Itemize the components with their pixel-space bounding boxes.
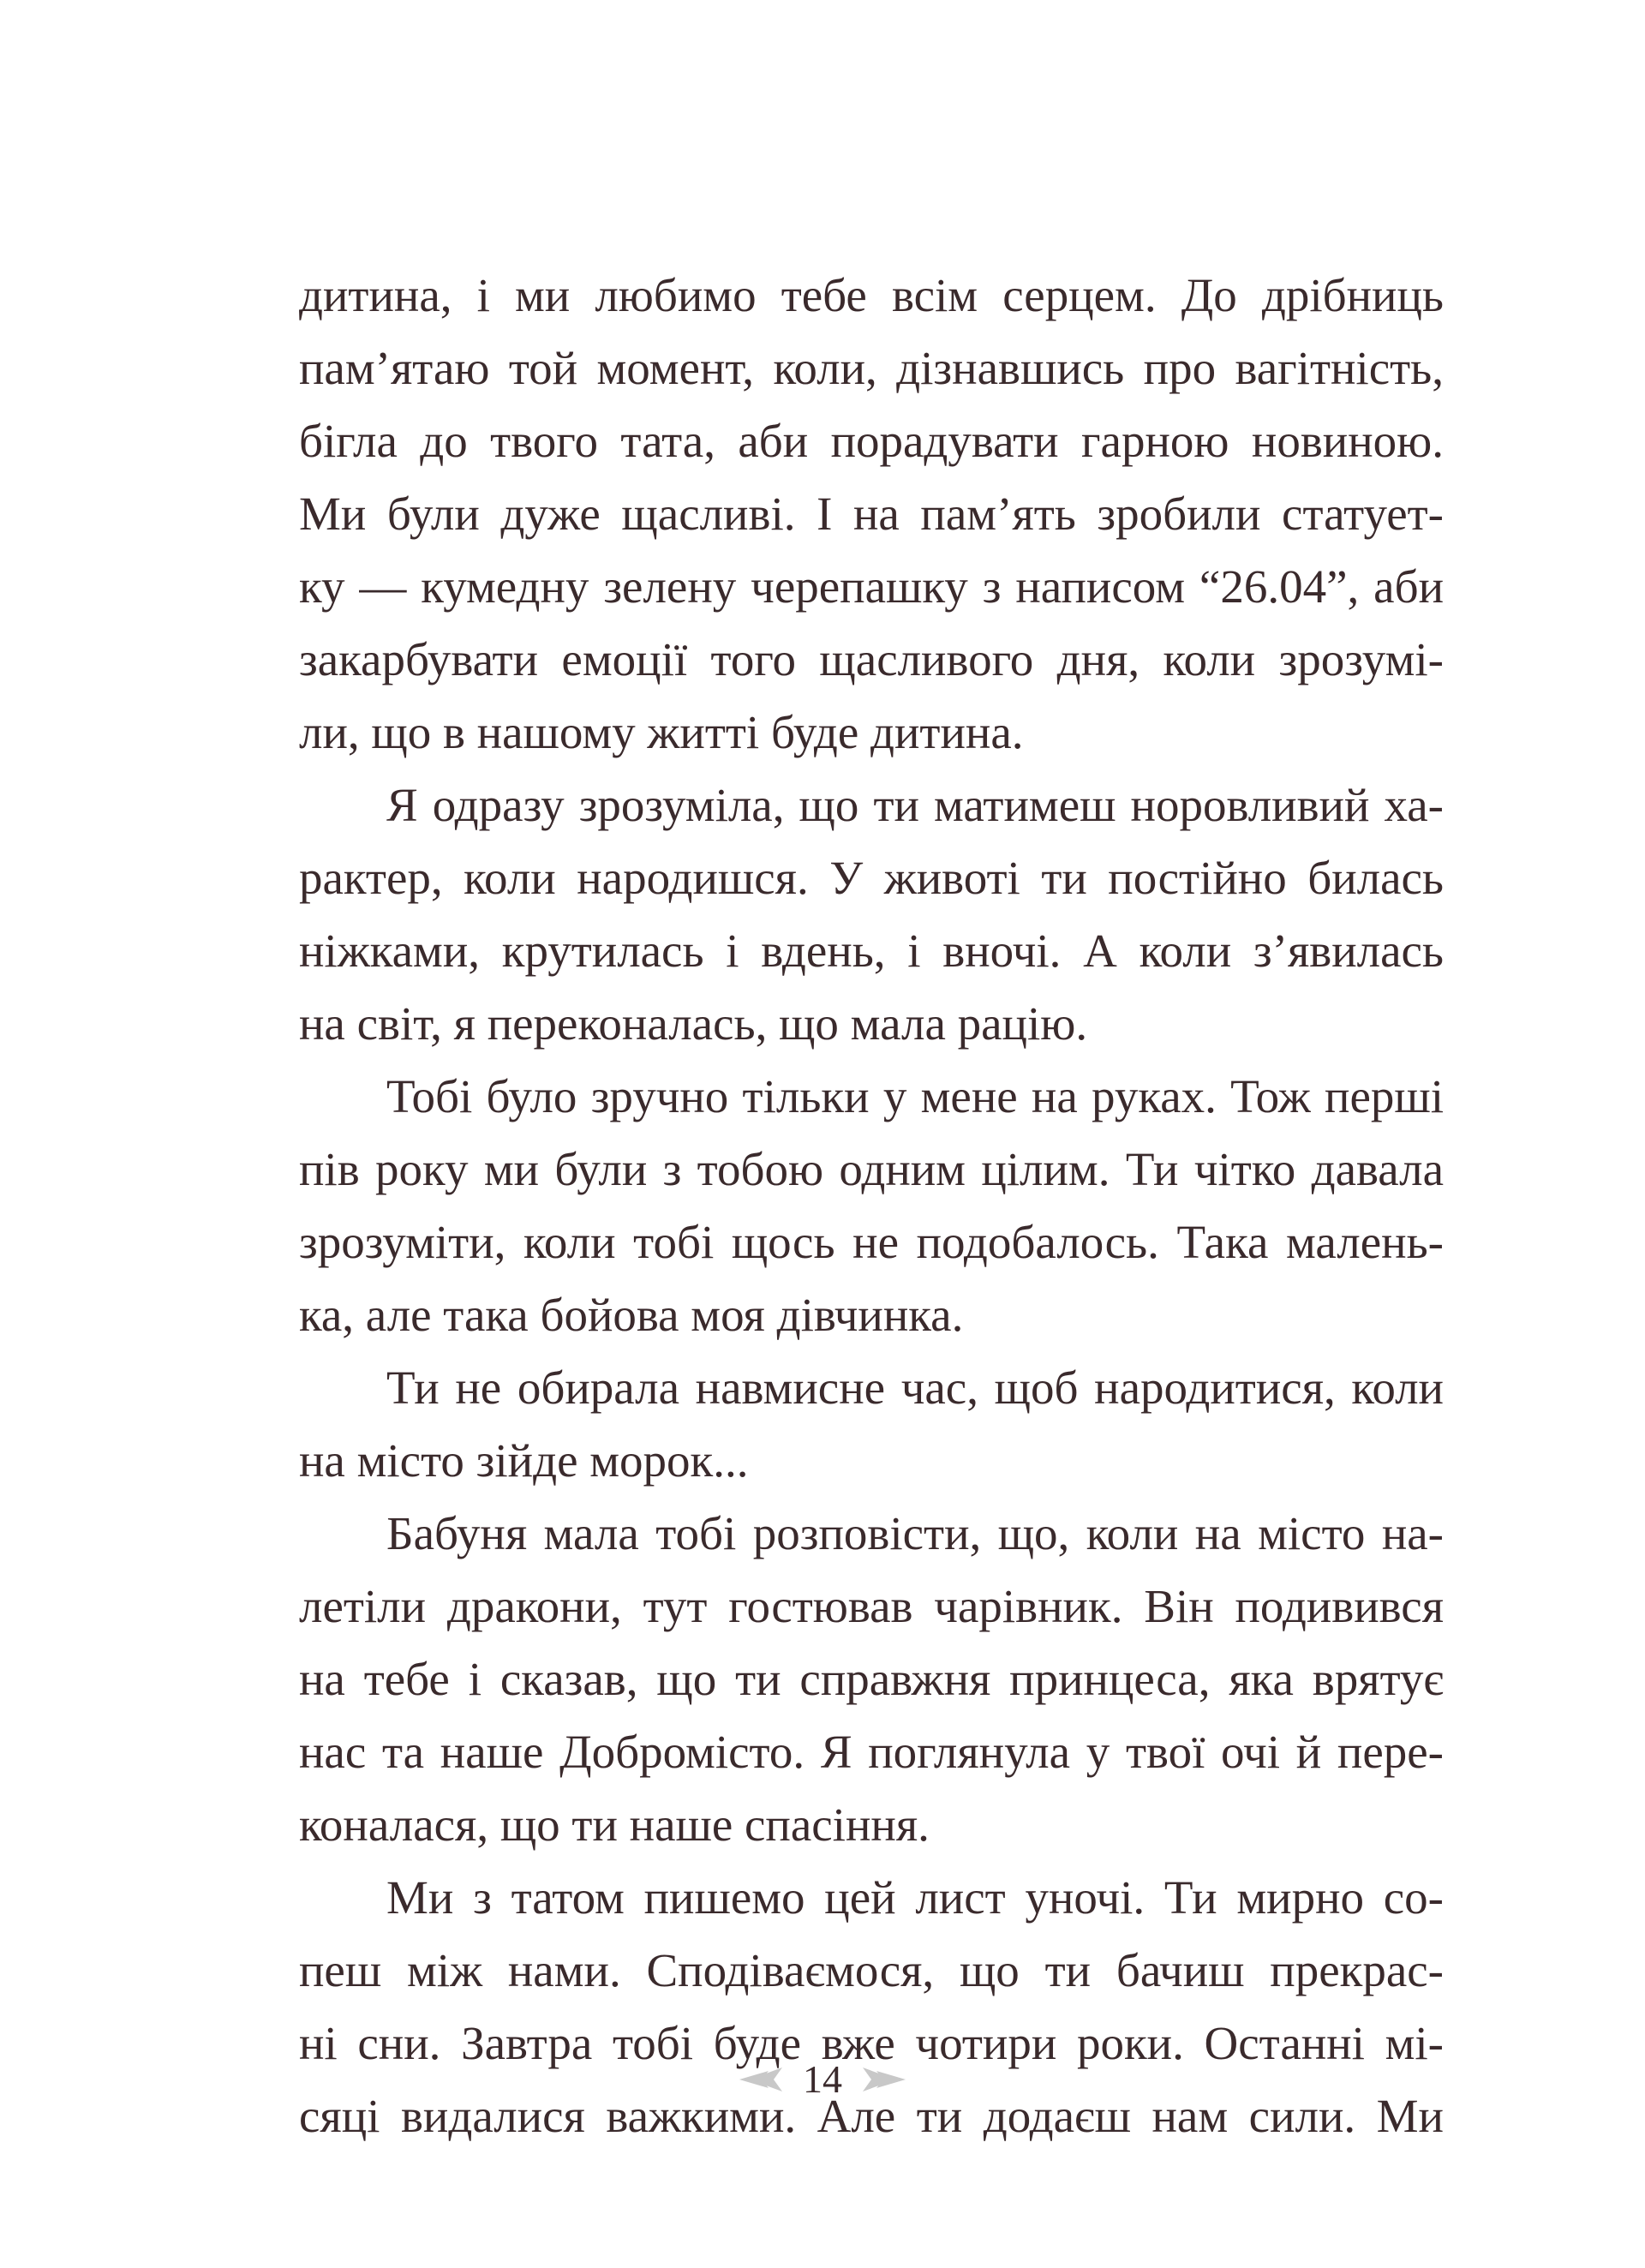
text-line: ку — кумедну зелену черепашку з написом “26.04”, аби <box>299 560 1444 613</box>
text-line: ли, що в нашому житті буде дитина. <box>299 706 1024 758</box>
body-text <box>299 259 1444 2152</box>
text-line: ні сни. Завтра тобі буде вже чотири роки. Останні мі- <box>299 2017 1444 2069</box>
text-line: пеш між нами. Сподіваємося, що ти бачиш прекрас- <box>299 1944 1444 1996</box>
text-line: зрозуміти, коли тобі щось не подобалось. Така малень- <box>299 1216 1444 1268</box>
text-line: рактер, коли народишся. У животі ти постійно билась <box>299 852 1444 904</box>
text-line: дитина, і ми любимо тебе всім серцем. До дрібниць <box>299 269 1444 321</box>
left-chevron-ornament-icon <box>739 2066 782 2093</box>
text-line: Бабуня мала тобі розповісти, що, коли на місто на- <box>386 1507 1444 1559</box>
text-line: пів року ми були з тобою одним цілим. Ти чітко давала <box>299 1143 1444 1195</box>
text-line: Ми з татом пишемо цей лист уночі. Ти мирно со- <box>386 1871 1444 1924</box>
text-line: Тобі було зручно тільки у мене на руках. Тож перші <box>386 1070 1444 1122</box>
text-line: Ти не обирала навмисне час, щоб народитися, коли <box>386 1361 1444 1414</box>
text-line: коналася, що ти наше спасіння. <box>299 1798 930 1851</box>
right-chevron-ornament-icon <box>863 2066 906 2093</box>
text-line: на тебе і сказав, що ти справжня принцеса, яка врятує <box>299 1653 1444 1705</box>
text-line: сяці видалися важкими. Але ти додаєш нам сили. Ми <box>299 2090 1444 2142</box>
text-line: бігла до твого тата, аби порадувати гарною новиною. <box>299 415 1444 467</box>
text-line: нас та наше Добромісто. Я поглянула у твої очі й пере- <box>299 1726 1444 1778</box>
text-line: ніжками, крутилась і вдень, і вночі. А коли з’явилась <box>299 925 1444 977</box>
page-number: 14 <box>803 2057 842 2101</box>
text-line: пам’ятаю той момент, коли, дізнавшись про вагітність, <box>299 342 1444 394</box>
text-line: на світ, я переконалась, що мала рацію. <box>299 997 1088 1050</box>
text-line: ка, але така бойова моя дівчинка. <box>299 1289 964 1341</box>
text-line: Я одразу зрозуміла, що ти матимеш норовливий ха- <box>386 779 1444 831</box>
text-line: на місто зійде морок... <box>299 1434 749 1487</box>
text-line: Ми були дуже щасливі. І на пам’ять зробили статует- <box>299 488 1444 540</box>
text-line: летіли дракони, тут гостював чарівник. Він подивився <box>299 1580 1444 1632</box>
text-line: закарбувати емоції того щасливого дня, коли зрозумі- <box>299 633 1444 685</box>
page-footer <box>0 2056 1645 2102</box>
